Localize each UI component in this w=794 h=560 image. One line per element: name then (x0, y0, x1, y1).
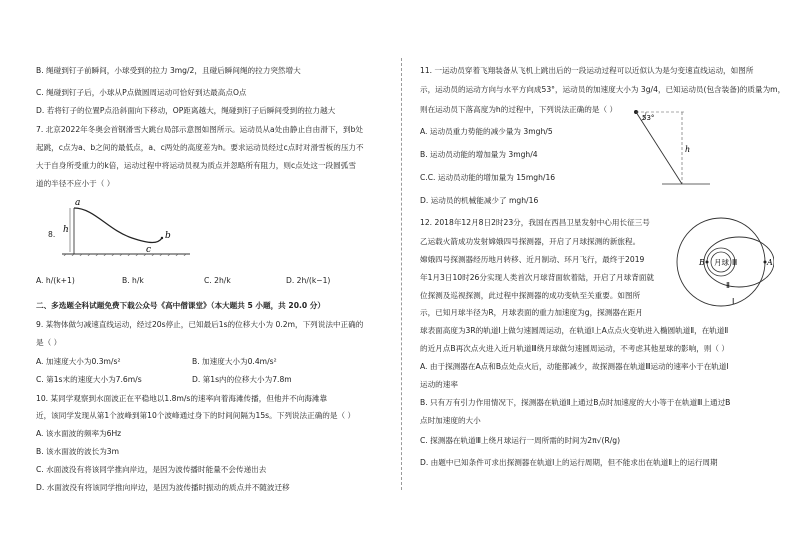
q8-option-c: C. 2h/k (204, 276, 231, 285)
q12-text-line: 位探测及巡视探测，此过程中探测器的成功变轨至关重要。如图所 (420, 291, 641, 300)
orbit-ii-label: Ⅱ (726, 281, 730, 290)
q12-text-line: 球表面高度为3R的轨道Ⅰ上做匀速圆周运动，在轨道Ⅰ上A点点火变轨进入椭圆轨道Ⅱ，在轨道Ⅱ (420, 326, 729, 335)
q12-text-line: 乙运载火箭成功发射嫦娥四号探测器，开启了月球探测的新旅程。 (420, 237, 641, 246)
q12-option-d: D. 由题中已知条件可求出探测器在轨道Ⅰ上的运行周期，但不能求出在轨道Ⅱ上的运行周期 (420, 458, 718, 467)
q7-text-line: 道的半径不应小于（ ） (36, 179, 115, 188)
q8-option-d: D. 2h/(k−1) (286, 276, 331, 285)
q7-text-line: 起跳，c点为a、b之间的最低点，a、c两处的高度差为h。要求运动员经过c点时对滑雪板的压力不 (36, 143, 364, 152)
q7-text-line: 7. 北京2022年冬奥会首钢滑雪大跳台局部示意图如图所示。运动员从a处由静止自由滑下，到b处 (36, 125, 364, 134)
label-c: c (146, 245, 152, 255)
q9-option-c: C. 第1s末的速度大小为7.6m/s (36, 375, 142, 384)
q6-option-d: D. 若将钉子的位置P点沿斜面向下移动，OP距离越大，绳碰到钉子后瞬间受到的拉力越大 (36, 106, 336, 115)
orbit-i-label: Ⅰ (732, 297, 735, 306)
q6-option-c: C. 绳碰到钉子后，小球从P点做圆周运动可恰好到达最高点O点 (36, 88, 247, 97)
q11-option-d: D. 运动员的机械能减少了 mgh/16 (420, 196, 539, 205)
q10-option-a: A. 该水面波的频率为6Hz (36, 429, 122, 438)
label-h: h (63, 225, 69, 235)
q10-option-b: B. 该水面波的波长为3m (36, 447, 120, 456)
q10-text-line: 10. 某同学观察到水面波正在平稳地以1.8m/s的速率向着海滩传播，但他并不向海滩靠 (36, 394, 328, 403)
moon-label: 月球 (714, 258, 729, 267)
label-b: b (165, 231, 171, 241)
q12-text-line: 示，已知月球半径为R，月球表面的重力加速度为g，探测器在距月 (420, 308, 643, 317)
q12-option-b: B. 只有万有引力作用情况下，探测器在轨道Ⅱ上通过B点时加速度的大小等于在轨道Ⅲ上通过B (420, 398, 731, 407)
height-label: h (685, 145, 691, 154)
q8-number: 8. (48, 230, 56, 239)
q7-text-line: 大于自身所受重力的k倍，运动过程中将运动员视为质点并忽略所有阻力，则c点处这一段圆弧雪 (36, 161, 356, 170)
q11-text-line: 则在运动员下落高度为h的过程中，下列说法正确的是（ ） (420, 105, 618, 114)
orbit-iii-label: Ⅲ (732, 258, 738, 267)
section-title: 二、多选题全科试题免费下载公众号《高中僧课堂》（本大题共 5 小题，共 20.0 分） (36, 301, 325, 310)
point-b-label: B (699, 258, 705, 267)
q10-option-c: C. 水面波没有将该同学推向岸边，是因为波传播时能量不会传递出去 (36, 465, 267, 474)
point-a-label: A (767, 258, 773, 267)
label-a: a (75, 198, 81, 208)
q12-option-c: C. 探测器在轨道Ⅲ上绕月球运行一周所需的时间为2π√(R/g) (420, 436, 621, 445)
q9-option-d: D. 第1s内的位移大小为7.8m (192, 375, 292, 384)
q11-text-line: 示，运动员的运动方向与水平方向成53°，运动员的加速度大小为 3g/4，已知运动员(包含装备)的质量为m， (420, 85, 786, 94)
q8-option-a: A. h/(k+1) (36, 276, 75, 285)
q12-text-line: 嫦娥四号探测器经历地月转移、近月制动、环月飞行，最终于2019 (420, 255, 645, 264)
q10-option-d: D. 水面波没有将该同学推向岸边，是因为波传播时振动的质点并不随波迁移 (36, 483, 290, 492)
q11-option-c: C.C. 运动员动能的增加量为 15mgh/16 (420, 173, 556, 182)
q9-text-line: 是（ ） (36, 338, 62, 347)
q12-text-line: 12. 2018年12月8日2时23分，我国在西昌卫星发射中心用长征三号 (420, 218, 650, 227)
column-divider (401, 58, 402, 490)
q10-text-line: 近，该同学发现从第1个波峰到第10个波峰通过身下的时间间隔为15s。下列说法正确的是（ ） (36, 411, 356, 420)
ski-jump-figure (58, 196, 198, 256)
q12-option-a-cont: 运动的速率 (420, 380, 458, 389)
q12-option-a: A. 由于探测器在A点和B点处点火后，动能都减少，故探测器在轨道Ⅲ运动的速率小于在轨道Ⅰ (420, 362, 729, 371)
q11-option-b: B. 运动员动能的增加量为 3mgh/4 (420, 150, 538, 159)
q12-text-line: 年1月3日10时26分实现人类首次月球背面软着陆，开启了月球背面就 (420, 273, 655, 282)
angle-label: 53° (642, 114, 655, 122)
q8-option-b: B. h/k (122, 276, 144, 285)
q9-text-line: 9. 某物体做匀减速直线运动，经过20s停止，已知最后1s的位移大小为 0.2m，下列说法中正确的 (36, 320, 364, 329)
q9-option-b: B. 加速度大小为0.4m/s² (192, 357, 277, 366)
q11-option-a: A. 运动员重力势能的减少量为 3mgh/5 (420, 127, 553, 136)
q9-option-a: A. 加速度大小为0.3m/s² (36, 357, 121, 366)
flight-path-figure (622, 104, 714, 194)
q6-option-b: B. 绳碰到钉子前瞬间，小球受到的拉力 3mg/2，且碰后瞬间绳的拉力突然增大 (36, 66, 301, 75)
q12-option-b-cont: 点时加速度的大小 (420, 416, 481, 425)
q11-text-line: 11. 一运动员穿着飞翔装备从飞机上跳出后的一段运动过程可以近似认为是匀变速直线运动，如图所 (420, 66, 754, 75)
orbit-figure (668, 212, 774, 312)
q12-text-line: 的近月点B再次点火进入近月轨道Ⅲ绕月球做匀速圆周运动，不考虑其他星球的影响，则（ ） (420, 344, 730, 353)
